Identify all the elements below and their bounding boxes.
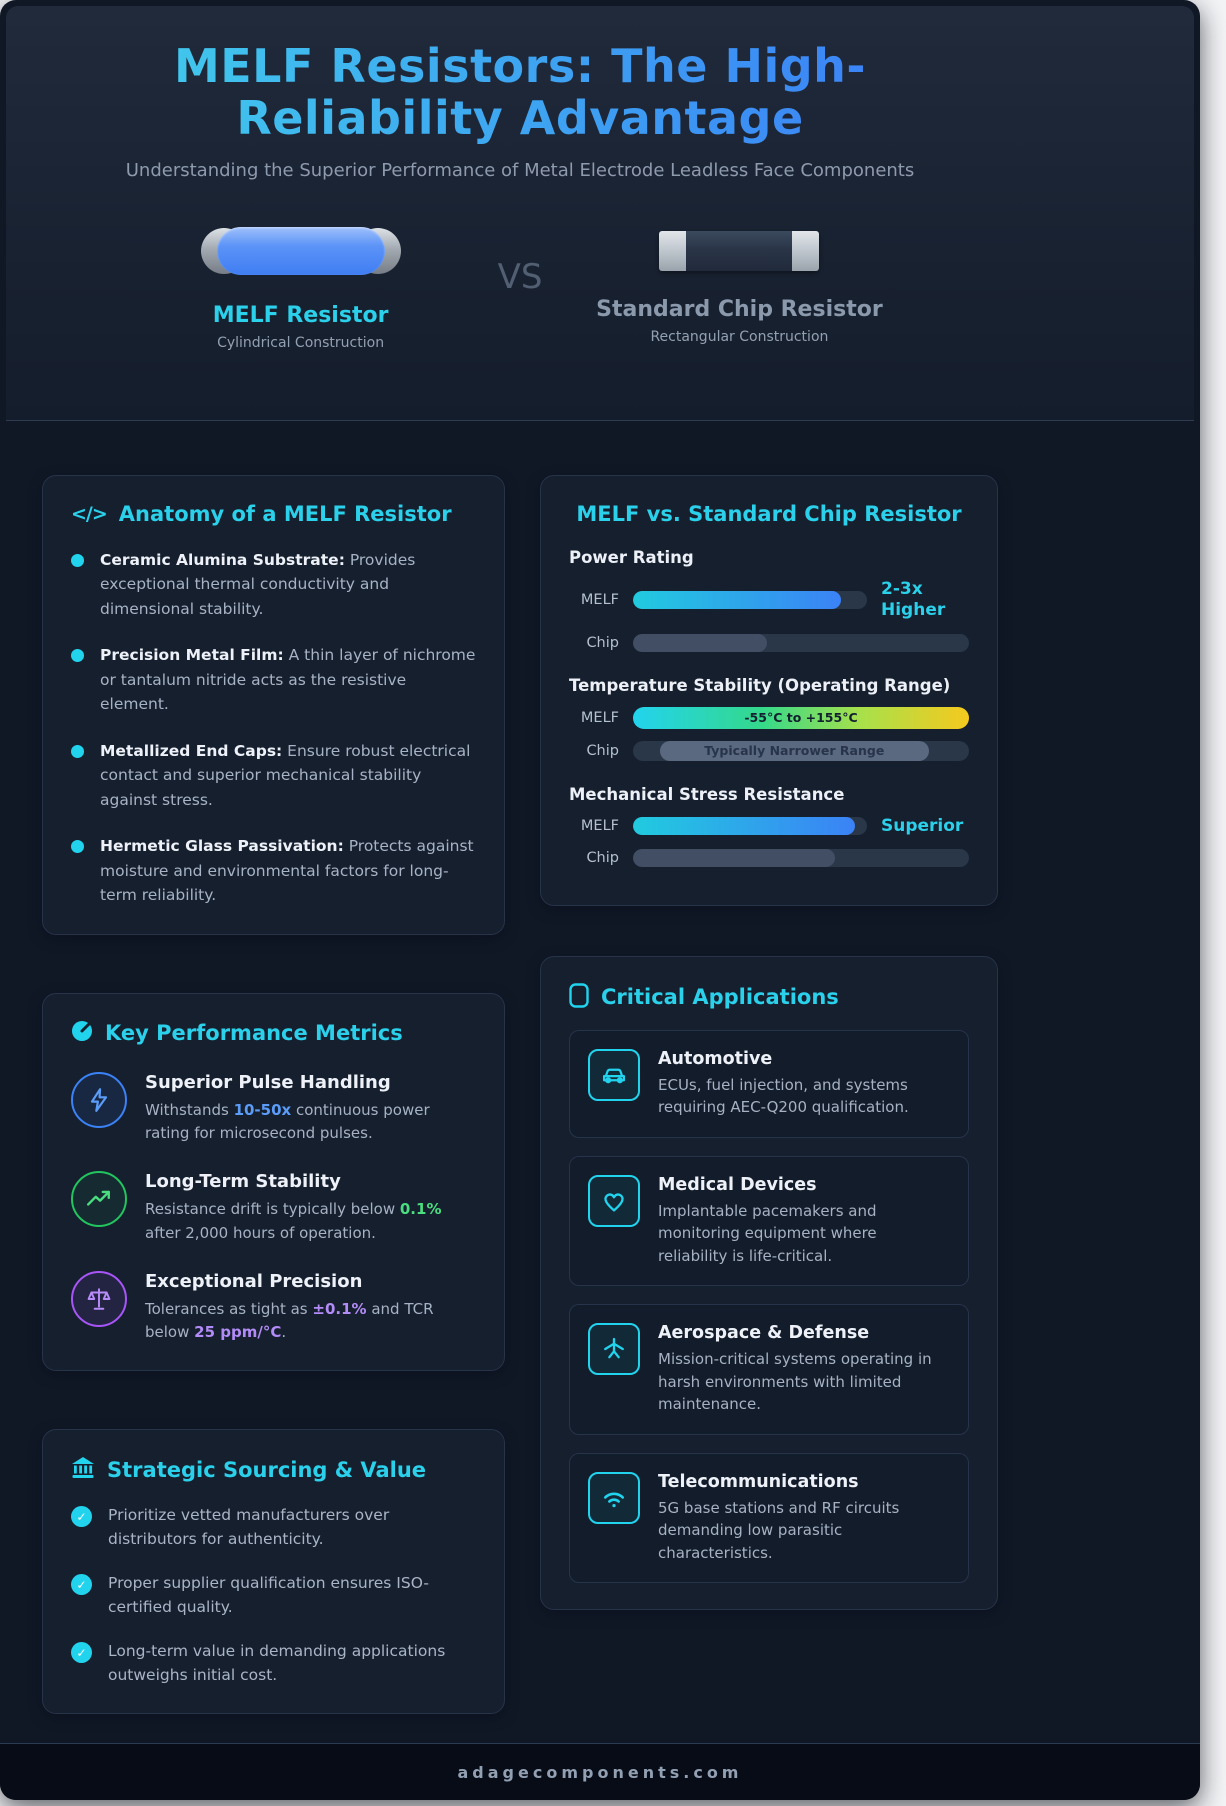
chip-resistor-illustration	[659, 231, 819, 271]
bullet-dot-icon	[71, 745, 84, 758]
list-item	[569, 1453, 969, 1584]
applications-card	[540, 956, 998, 1611]
page-subtitle: Understanding the Superior Performance of Metal Electrode Leadless Face Components	[125, 159, 915, 181]
chip-power-row	[569, 634, 969, 652]
resistor-comparison-figures	[42, 225, 998, 351]
application-desc: Mission-critical systems operating in harsh environments with limited maintenance.	[658, 1350, 932, 1414]
applications-card-title: Critical Applications	[601, 985, 839, 1010]
check-circle-icon: ✓	[71, 1574, 92, 1595]
vs-label: VS	[497, 256, 543, 297]
metrics-card-title: Key Performance Metrics	[105, 1020, 403, 1045]
main-section	[0, 421, 1200, 1743]
sourcing-card	[42, 1429, 505, 1714]
application-desc: Implantable pacemakers and monitoring equipment where reliability is life-critical.	[658, 1201, 877, 1265]
list-item	[71, 739, 476, 812]
list-item	[71, 1503, 476, 1551]
anatomy-term: Metallized End Caps:	[100, 741, 283, 760]
header-content	[42, 6, 998, 351]
metric-text-mid: continuous power rating for microsecond pulses.	[145, 1100, 430, 1143]
anatomy-desc: Provides exceptional thermal conductivity and dimensional stability.	[100, 551, 416, 618]
chip-outline-icon	[569, 983, 589, 1012]
mechanical-stress-label: Mechanical Stress Resistance	[569, 784, 845, 804]
bar-row-label: MELF	[580, 818, 619, 835]
list-item	[71, 1171, 476, 1245]
sourcing-item-text: Prioritize vetted manufacturers over distributors for authenticity.	[108, 1506, 390, 1549]
metric-body	[145, 1198, 476, 1245]
chip-figure-label: Standard Chip Resistor	[596, 296, 883, 322]
anatomy-item-text	[100, 548, 476, 621]
metric-heading: Long-Term Stability	[145, 1171, 341, 1193]
footer-bar	[0, 1743, 1200, 1800]
bullet-dot-icon	[71, 840, 84, 853]
chip-terminal-right	[792, 231, 819, 271]
application-heading: Aerospace & Defense	[658, 1323, 870, 1344]
application-text	[658, 1175, 950, 1268]
metric-body	[145, 1099, 476, 1146]
check-circle-icon: ✓	[71, 1506, 92, 1527]
melf-mechanical-bar-fill	[633, 817, 855, 835]
chip-figure-caption: Rectangular Construction	[650, 328, 829, 345]
comparison-card-title: MELF vs. Standard Chip Resistor	[576, 502, 962, 526]
main-content	[42, 421, 998, 1714]
bullet-dot-icon	[71, 554, 84, 567]
list-item	[71, 548, 476, 621]
metric-text-mid: after 2,000 hours of operation.	[145, 1223, 376, 1242]
header-section	[6, 6, 1194, 421]
melf-mechanical-bar-track	[633, 817, 867, 835]
page-title: MELF Resistors: The High-Reliability Advantage	[105, 40, 935, 145]
metric-heading: Exceptional Precision	[145, 1270, 363, 1292]
sourcing-item-text: Long-term value in demanding applications outweighs initial cost.	[108, 1642, 446, 1685]
right-column	[540, 475, 998, 1714]
anatomy-card-header	[71, 502, 476, 526]
melf-power-row	[569, 579, 969, 622]
chip-body	[686, 231, 792, 271]
code-icon: </>	[71, 503, 107, 525]
metric-text-pre: Withstands	[145, 1100, 234, 1119]
metric-text	[145, 1171, 476, 1245]
list-item	[71, 1072, 476, 1146]
chip-power-bar-fill	[633, 634, 767, 652]
power-rating-label: Power Rating	[569, 548, 694, 567]
lightning-icon	[71, 1072, 127, 1128]
metric-highlight: 0.1%	[399, 1200, 442, 1219]
list-item	[569, 1304, 969, 1435]
metric-body	[145, 1298, 476, 1345]
chip-temperature-row	[569, 741, 969, 761]
list-item	[569, 1030, 969, 1138]
chip-terminal-left	[659, 231, 686, 271]
metrics-card-header	[71, 1020, 476, 1046]
application-heading: Telecommunications	[658, 1471, 859, 1492]
list-item	[71, 834, 476, 907]
bar-row-label: MELF	[580, 709, 619, 726]
anatomy-item-text	[100, 834, 476, 907]
mechanical-value: Superior	[881, 815, 964, 836]
sourcing-item-text: Proper supplier qualification ensures ISO-certified quality.	[108, 1574, 429, 1617]
trend-up-icon	[71, 1171, 127, 1227]
metric-heading: Superior Pulse Handling	[145, 1071, 391, 1093]
metric-text	[145, 1271, 476, 1345]
application-text	[658, 1472, 950, 1565]
anatomy-term: Hermetic Glass Passivation:	[100, 837, 344, 856]
bar-row-label: Chip	[586, 634, 619, 651]
metric-highlight: 10-50x	[233, 1100, 292, 1119]
melf-temperature-row	[569, 707, 969, 729]
melf-figure-label: MELF Resistor	[212, 302, 389, 328]
metric-highlight: 25 ppm/°C	[194, 1323, 282, 1342]
anatomy-desc: Ensure robust electrical contact and superior mechanical stability against stress.	[100, 741, 471, 809]
melf-mechanical-row	[569, 816, 969, 837]
gauge-icon	[71, 1020, 93, 1046]
bank-icon	[71, 1456, 95, 1483]
metric-text-pre: Tolerances as tight as	[145, 1299, 313, 1318]
melf-temperature-bar: -55°C to +155°C	[633, 707, 969, 729]
anatomy-term: Precision Metal Film:	[100, 646, 284, 665]
check-circle-icon: ✓	[71, 1642, 92, 1663]
applications-card-header	[569, 983, 969, 1012]
chip-power-bar-track	[633, 634, 969, 652]
application-heading: Medical Devices	[658, 1174, 817, 1195]
metrics-card	[42, 993, 505, 1372]
chip-figure	[584, 225, 894, 345]
anatomy-item-text	[100, 739, 476, 812]
comparison-card-header	[569, 502, 969, 526]
application-heading: Automotive	[658, 1048, 773, 1069]
list-item	[71, 1271, 476, 1345]
sourcing-card-header	[71, 1456, 476, 1483]
melf-power-bar-track	[633, 591, 867, 609]
bar-row-label: MELF	[580, 592, 619, 609]
bullet-dot-icon	[71, 649, 84, 662]
metric-text	[145, 1072, 476, 1146]
bar-row-label: Chip	[586, 849, 619, 866]
bar-row-label: Chip	[586, 742, 619, 759]
anatomy-term: Ceramic Alumina Substrate:	[100, 551, 345, 569]
sourcing-card-title: Strategic Sourcing & Value	[107, 1457, 427, 1482]
metric-text-post: .	[281, 1323, 287, 1342]
melf-figure-caption: Cylindrical Construction	[217, 334, 385, 351]
chip-temperature-bar: Typically Narrower Range	[660, 741, 929, 761]
chip-mechanical-bar-fill	[633, 849, 835, 867]
melf-power-bar-fill	[633, 591, 841, 609]
metric-text-pre: Resistance drift is typically below	[145, 1200, 400, 1219]
list-item	[569, 1156, 969, 1287]
application-desc: 5G base stations and RF circuits demanding low parasitic characteristics.	[658, 1498, 900, 1562]
wifi-icon	[588, 1472, 640, 1524]
car-icon	[588, 1049, 640, 1101]
power-rating-value: 2-3x Higher	[881, 579, 946, 621]
metric-highlight: ±0.1%	[312, 1299, 367, 1318]
anatomy-card-title: Anatomy of a MELF Resistor	[118, 502, 452, 526]
comparison-card	[540, 475, 998, 906]
melf-body	[217, 227, 385, 275]
anatomy-card	[42, 475, 505, 935]
application-text	[658, 1323, 950, 1416]
application-desc: ECUs, fuel injection, and systems requiring AEC-Q200 qualification.	[658, 1075, 909, 1117]
anatomy-desc: A thin layer of nichrome or tantalum nitride acts as the resistive element.	[100, 646, 476, 714]
list-item	[71, 1639, 476, 1687]
chip-mechanical-bar-track	[633, 849, 969, 867]
melf-figure	[146, 225, 456, 351]
left-column	[42, 475, 505, 1714]
list-item	[71, 643, 476, 716]
chip-mechanical-row	[569, 849, 969, 867]
anatomy-desc: Protects against moisture and environmental factors for long-term reliability.	[100, 837, 474, 905]
list-item	[71, 1571, 476, 1619]
anatomy-item-text	[100, 643, 476, 716]
metric-text-mid: and TCR below	[145, 1299, 434, 1342]
temperature-stability-label: Temperature Stability (Operating Range)	[569, 675, 951, 695]
melf-resistor-illustration	[201, 225, 401, 277]
plane-icon	[588, 1323, 640, 1375]
chip-temperature-bar-track	[633, 741, 969, 761]
heart-icon	[588, 1175, 640, 1227]
balance-scale-icon	[71, 1271, 127, 1327]
footer-website: adagecomponents.com	[457, 1762, 743, 1782]
application-text	[658, 1049, 950, 1119]
